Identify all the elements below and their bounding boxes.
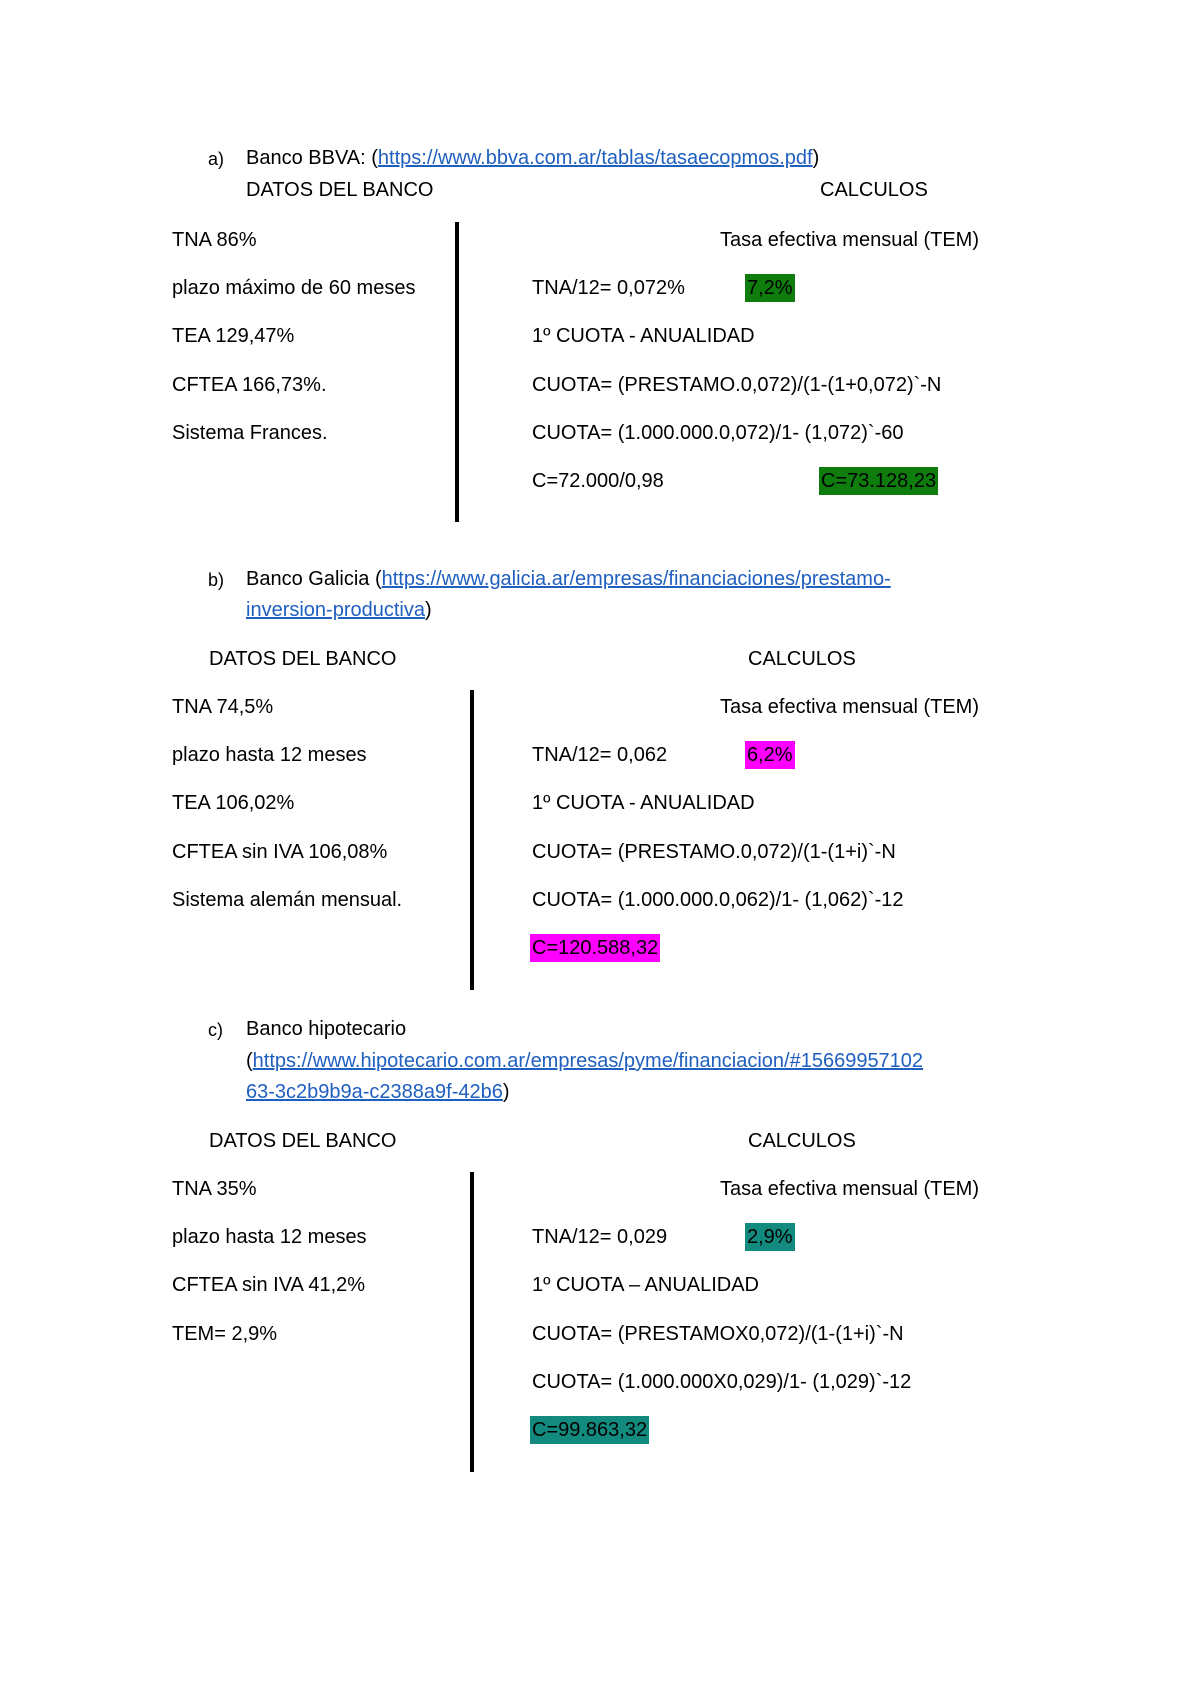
calculos-header: CALCULOS xyxy=(748,1130,856,1152)
dato-item: CFTEA 166,73%. xyxy=(172,374,327,396)
tna-calc: TNA/12= 0,072% xyxy=(532,277,685,299)
bank-title xyxy=(246,145,819,171)
close-paren: ) xyxy=(812,147,820,169)
close-paren: ) xyxy=(424,599,432,621)
dato-item: TNA 35% xyxy=(172,1178,257,1200)
tem-title: Tasa efectiva mensual (TEM) xyxy=(720,1178,979,1200)
datos-header: DATOS DEL BANCO xyxy=(246,179,434,201)
cuota-formula: CUOTA= (PRESTAMOX0,072)/(1-(1+i)`-N xyxy=(532,1323,904,1345)
cuota-title: 1º CUOTA - ANUALIDAD xyxy=(532,792,755,814)
result-highlight: C=99.863,32 xyxy=(530,1416,649,1444)
bank-name: Banco BBVA: ( xyxy=(246,147,378,169)
tem-value-highlight: 2,9% xyxy=(745,1223,795,1251)
tna-calc: TNA/12= 0,062 xyxy=(532,744,668,766)
bank-url xyxy=(246,1048,923,1074)
bank-name: Banco Galicia ( xyxy=(246,568,382,590)
bank-name: Banco hipotecario xyxy=(246,1018,407,1040)
dato-item: CFTEA sin IVA 41,2% xyxy=(172,1274,366,1296)
cuota-formula-values: CUOTA= (1.000.000.0,072)/1- (1,072)`-60 xyxy=(532,422,904,444)
cuota-formula-values: CUOTA= (1.000.000.0,062)/1- (1,062)`-12 xyxy=(532,889,904,911)
bank-url-continued xyxy=(246,1079,510,1105)
dato-item: CFTEA sin IVA 106,08% xyxy=(172,841,388,863)
tem-value-highlight: 6,2% xyxy=(745,741,795,769)
datos-header: DATOS DEL BANCO xyxy=(209,648,397,670)
bank-url-link[interactable]: https://www.galicia.ar/empresas/financiaciones/prestamo- xyxy=(381,568,891,590)
bank-title xyxy=(246,566,891,592)
dato-item: TEA 106,02% xyxy=(172,792,295,814)
dato-item: TNA 74,5% xyxy=(172,696,274,718)
datos-header: DATOS DEL BANCO xyxy=(209,1130,397,1152)
calculos-header: CALCULOS xyxy=(820,179,928,201)
dato-item: plazo máximo de 60 meses xyxy=(172,277,416,299)
list-marker: b) xyxy=(208,570,225,590)
calculos-header: CALCULOS xyxy=(748,648,856,670)
bank-url-link[interactable]: https://www.bbva.com.ar/tablas/tasaecopmos.pdf xyxy=(377,147,813,169)
close-paren: ) xyxy=(502,1081,510,1103)
dato-item: TEA 129,47% xyxy=(172,325,295,347)
dato-item: TNA 86% xyxy=(172,229,257,251)
dato-item: plazo hasta 12 meses xyxy=(172,744,367,766)
tem-title: Tasa efectiva mensual (TEM) xyxy=(720,696,979,718)
dato-item: Sistema alemán mensual. xyxy=(172,889,403,911)
tem-title: Tasa efectiva mensual (TEM) xyxy=(720,229,979,251)
cuota-formula-values: CUOTA= (1.000.000X0,029)/1- (1,029)`-12 xyxy=(532,1371,912,1393)
c-calc: C=72.000/0,98 xyxy=(532,470,664,492)
column-divider xyxy=(455,222,459,522)
dato-item: TEM= 2,9% xyxy=(172,1323,278,1345)
bank-url-link-continued[interactable]: inversion-productiva xyxy=(246,599,425,621)
list-marker: a) xyxy=(208,149,225,169)
tna-calc: TNA/12= 0,029 xyxy=(532,1226,668,1248)
cuota-title: 1º CUOTA - ANUALIDAD xyxy=(532,325,755,347)
bank-url-continued xyxy=(246,597,432,623)
tem-value-highlight: 7,2% xyxy=(745,274,795,302)
column-divider xyxy=(470,690,474,990)
cuota-formula: CUOTA= (PRESTAMO.0,072)/(1-(1+i)`-N xyxy=(532,841,896,863)
cuota-formula: CUOTA= (PRESTAMO.0,072)/(1-(1+0,072)`-N xyxy=(532,374,942,396)
dato-item: plazo hasta 12 meses xyxy=(172,1226,367,1248)
list-marker: c) xyxy=(208,1020,223,1040)
open-paren: ( xyxy=(246,1050,253,1072)
bank-url-link[interactable]: https://www.hipotecario.com.ar/empresas/pyme/financiacion/#15669957102 xyxy=(252,1050,924,1072)
result-highlight: C=73.128,23 xyxy=(819,467,938,495)
result-highlight: C=120.588,32 xyxy=(530,934,660,962)
dato-item: Sistema Frances. xyxy=(172,422,328,444)
column-divider xyxy=(470,1172,474,1472)
cuota-title: 1º CUOTA – ANUALIDAD xyxy=(532,1274,760,1296)
bank-url-link-continued[interactable]: 63-3c2b9b9a-c2388a9f-42b6 xyxy=(246,1081,503,1103)
